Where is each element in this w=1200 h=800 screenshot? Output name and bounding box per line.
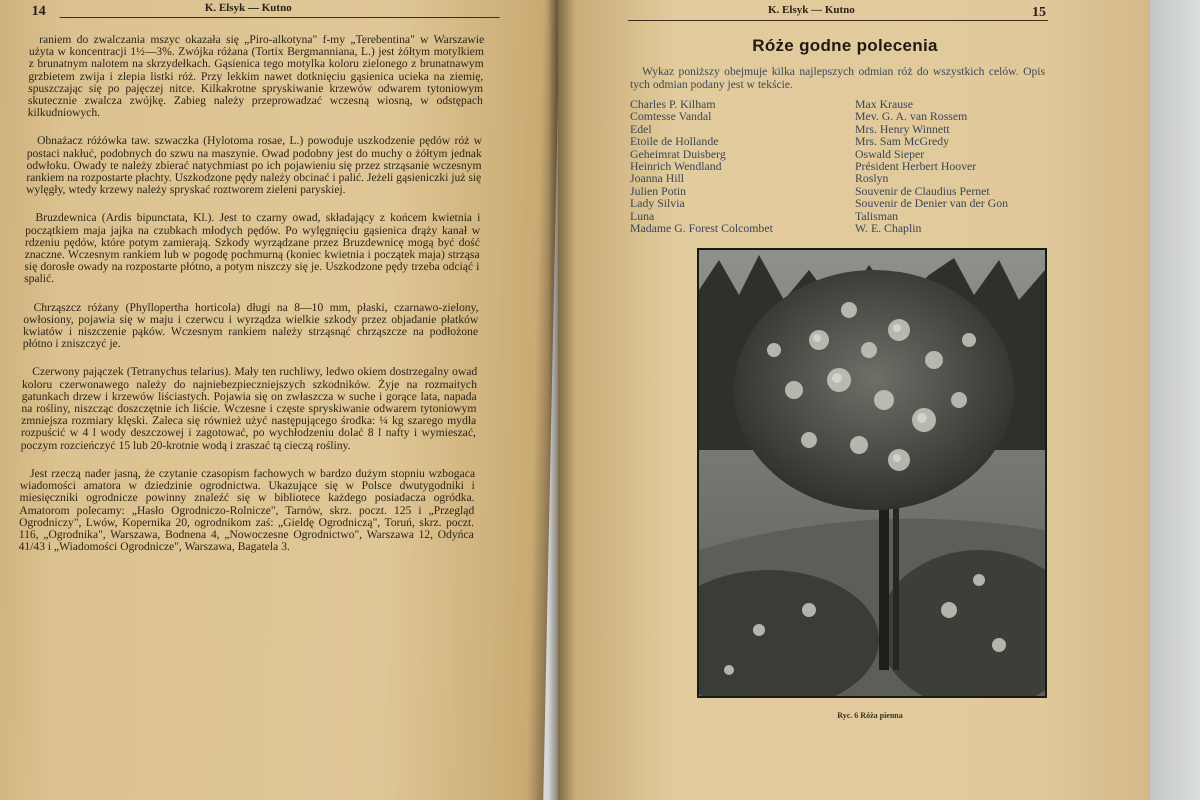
- rose-variety-name: Mrs. Sam McGredy: [855, 134, 950, 149]
- left-paragraph: Obnażacz różówka taw. szwaczka (Hylotoma rosae, L.) powoduje uszkodzenie pędów róż w postaci nakłuć, podobnych do szwu na maszynie. Owad podobny jest do muchy o żółtym jednak odwłoku. Owady te należy zbierać natychmiast po ich pojawieniu się przez strząsanie wczesnym rankiem na rozpostarte płachty. Uszkodzone pędy należy obcinać i palić. Jeżeli gąsieniczki już się wylęgły, wtedy krzewy należy spryskać roztworem zieleni paryskiej.: [25, 134, 483, 197]
- rose-variety-name: Comtesse Vandal: [630, 109, 712, 124]
- right-page-number: 15: [1032, 5, 1046, 20]
- rose-variety-name: Joanna Hill: [630, 171, 685, 186]
- left-running-header: K. Elsyk — Kutno: [204, 2, 292, 14]
- left-page-body: [18, 34, 484, 569]
- left-paragraph: Chrząszcz różany (Phyllopertha horticola) długi na 8—10 mm, płaski, czarnawo-zielony, owłosiony, pojawia się w maju i czerwcu i wyrządza wielkie szkody przez objadanie płatków kwiatów i niszczenie pąków. Wczesnym rankiem należy strząsnąć chrząszcze na podłożone płótno i zniszczyć je.: [22, 300, 479, 351]
- rose-variety-name: Mrs. Henry Winnett: [855, 121, 950, 136]
- rose-variety-name: Etoile de Hollande: [630, 134, 719, 149]
- rose-variety-name: Julien Potin: [630, 183, 687, 198]
- rose-variety-name: Talisman: [855, 208, 899, 223]
- rose-variety-name: Souvenir de Denier van der Gon: [855, 196, 1008, 211]
- left-page-number: 14: [31, 4, 46, 19]
- left-header-rule: [60, 17, 500, 18]
- left-page: [0, 0, 560, 800]
- page-title: Róże godne polecenia: [752, 36, 938, 55]
- rose-variety-name: Mev. G. A. van Rossem: [855, 109, 968, 124]
- rose-variety-name: Edel: [630, 121, 652, 136]
- rose-variety-name: Geheimrat Duisberg: [630, 146, 726, 161]
- left-paragraph: Bruzdewnica (Ardis bipunctata, Kl.). Jest to czarny owad, składający z końcem kwietnia i początkiem maja jajka na czubkach młodych pędów. Po wylęgnięciu gąsienica drąży kanał w rdzeniu pędów, które potym zamierają. Szkody wyrządzane przez Bruzdewnicę mogą być dość znaczne. Wczesnym rankiem lub w pogodę pochmurną (koniec kwietnia i początek maja) strząsa się dorosłe owady na rozpostarte płótno, a potym niszczy się je. Uszkodzone pędy trzeba odciąć i spalić.: [24, 211, 481, 286]
- rose-tree-photo: [697, 248, 1047, 698]
- rose-variety-name: Max Krause: [855, 97, 913, 111]
- rose-variety-name: Roslyn: [855, 171, 889, 186]
- rose-varieties-column-1: [630, 98, 773, 234]
- rose-variety-name: Lady Silvia: [630, 196, 685, 211]
- left-paragraph: Jest rzeczą nader jasną, że czytanie czasopism fachowych w bardzo dużym stopniu wzbogaca wiadomości amatora w dziedzinie ogrodnictwa. Ukazujące się w Polsce dwutygodniki i miesięczniki ogrodnicze powinny znaleźć się w bibliotece każdego posiadacza ogródka. Amatorom polecamy: „Hasło Ogrodniczo-Rolnicze", Tarnów, skrz. poczt. 125 i „Przegląd Ogrodniczy", Lwów, Kopernika 20, ogrodnikom zaś: „Gieldę Ogrodniczą", Toruń, skrz. poczt. 116, „Ogrodnika", Warszawa, Bodnena 4, „Nowoczesne Ogrodnictwo", Warszawa 12, Odyńca 41/43 i „Wiadomości Ogrodnicze", Warszawa, Bagatela 3.: [18, 466, 476, 554]
- left-paragraph: Czerwony pajączek (Tetranychus telarius). Mały ten ruchliwy, ledwo okiem dostrzegalny owad koloru czerwonawego należy do najniebezpieczniejszych szkodników. Żyje na rozmaitych gatunkach drzew i krzewów liściastych. Pojawia się on zwłaszcza w suche i gorące lata, napada na rośliny, niszcząc doszczętnie ich liście. Wczesne i częste spryskiwanie odwarem tytoniowym zmniejsza rozmiary klęski. Zaleca się również użyć następującego środka: ¼ kg szarego mydła rozpuścić w 4 l wody deszczowej i zagotować, po wychłodzeniu dolać 8 l nafty i wymieszać, poczym rozcieńczyć 15 lub 20-krotnie wodą i zraszać tą cieczą rośliny.: [20, 365, 478, 452]
- rose-variety-name: Madame G. Forest Colcombet: [630, 221, 773, 236]
- intro-paragraph: Wykaz poniższy obejmuje kilka najlepszych odmian róż do wszystkich celów. Opis tych odmian podany jest w tekście.: [630, 65, 1045, 91]
- left-paragraph: raniem do zwalczania mszyc okazała się „Piro-alkotyna" f-my „Terebentina" w Warszawie użyta w koncentracji 1½—3%. Zwójka różana (Tortix Bergmanniana, L.) jest żółtym motylkiem z brunatnym nalotem na skrzydełkach. Gąsienica tego motylka koloru zielonego z brunatnawym grzbietem zwija i zlepia listki róż. Przy lekkim nawet dotknięciu gąsienica ucieka na ziemię, spuszczając się po pajęczej nitce. Kilkakrotne spryskiwanie krzewów odwarem tytoniowym skutecznie zwalcza zwójkę. Zabieg należy przeprowadzać wczesną wiosną, w odstępach kilkudniowych.: [27, 33, 485, 120]
- right-running-header: K. Elsyk — Kutno: [768, 4, 855, 16]
- rose-variety-name: Luna: [630, 208, 655, 223]
- photo-caption: Ryc. 6 Róża pienna: [837, 711, 903, 720]
- rose-variety-name: Souvenir de Claudius Pernet: [855, 183, 990, 198]
- rose-varieties-column-2: [855, 98, 1008, 234]
- rose-variety-name: Charles P. Kilham: [630, 97, 716, 111]
- rose-tree-illustration: [699, 250, 1045, 696]
- rose-variety-name: W. E. Chaplin: [855, 221, 922, 236]
- table-background: [1150, 0, 1200, 800]
- right-header-rule: [628, 20, 1048, 21]
- rose-variety-name: Heinrich Wendland: [630, 159, 722, 174]
- rose-variety-name: Oswald Sieper: [855, 146, 925, 161]
- rose-variety-name: Président Herbert Hoover: [855, 159, 977, 174]
